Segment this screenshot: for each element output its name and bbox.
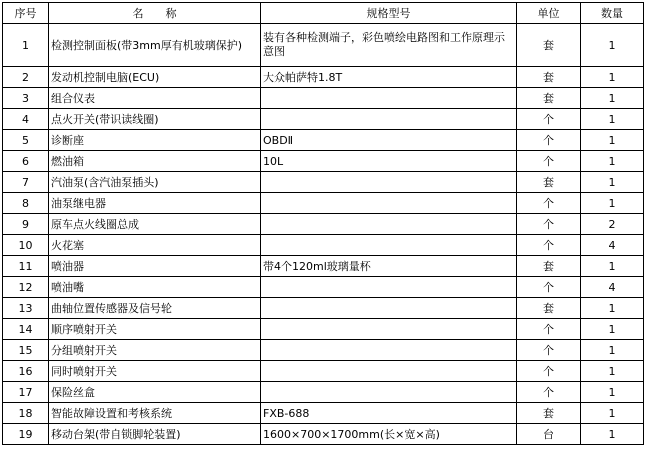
cell-unit: 个 xyxy=(517,109,581,130)
cell-name: 分组喷射开关 xyxy=(49,340,261,361)
cell-no: 4 xyxy=(3,109,49,130)
cell-unit: 个 xyxy=(517,361,581,382)
table-row xyxy=(3,109,644,130)
table-header-row xyxy=(3,3,644,24)
cell-unit: 个 xyxy=(517,235,581,256)
cell-qty: 1 xyxy=(581,172,644,193)
cell-name: 智能故障设置和考核系统 xyxy=(49,403,261,424)
cell-spec xyxy=(261,88,517,109)
header-name: 名 称 xyxy=(49,3,261,24)
cell-no: 16 xyxy=(3,361,49,382)
cell-spec xyxy=(261,193,517,214)
cell-qty: 1 xyxy=(581,424,644,445)
cell-no: 15 xyxy=(3,340,49,361)
cell-spec: OBDⅡ xyxy=(261,130,517,151)
cell-name: 燃油箱 xyxy=(49,151,261,172)
cell-name: 汽油泵(含汽油泵插头) xyxy=(49,172,261,193)
table-row xyxy=(3,403,644,424)
cell-qty: 1 xyxy=(581,24,644,67)
cell-qty: 1 xyxy=(581,67,644,88)
cell-spec xyxy=(261,235,517,256)
cell-qty: 1 xyxy=(581,298,644,319)
equipment-spec-table xyxy=(2,2,644,445)
cell-name: 点火开关(带识读线圈) xyxy=(49,109,261,130)
cell-no: 7 xyxy=(3,172,49,193)
cell-unit: 套 xyxy=(517,67,581,88)
cell-no: 2 xyxy=(3,67,49,88)
cell-no: 12 xyxy=(3,277,49,298)
cell-name: 喷油嘴 xyxy=(49,277,261,298)
cell-name: 保险丝盒 xyxy=(49,382,261,403)
cell-qty: 1 xyxy=(581,88,644,109)
cell-unit: 套 xyxy=(517,24,581,67)
table-row xyxy=(3,277,644,298)
cell-name: 检测控制面板(带3mm厚有机玻璃保护) xyxy=(49,24,261,67)
cell-qty: 2 xyxy=(581,214,644,235)
cell-spec: 带4个120ml玻璃量杯 xyxy=(261,256,517,277)
cell-spec xyxy=(261,319,517,340)
cell-unit: 个 xyxy=(517,130,581,151)
table-row xyxy=(3,214,644,235)
cell-no: 11 xyxy=(3,256,49,277)
cell-unit: 套 xyxy=(517,256,581,277)
cell-name: 喷油器 xyxy=(49,256,261,277)
cell-spec: 1600×700×1700mm(长×宽×高) xyxy=(261,424,517,445)
cell-spec xyxy=(261,382,517,403)
cell-name: 发动机控制电脑(ECU) xyxy=(49,67,261,88)
cell-qty: 1 xyxy=(581,256,644,277)
cell-name: 移动台架(带自锁脚轮装置) xyxy=(49,424,261,445)
table-row xyxy=(3,340,644,361)
cell-name: 组合仪表 xyxy=(49,88,261,109)
cell-no: 6 xyxy=(3,151,49,172)
cell-unit: 套 xyxy=(517,88,581,109)
cell-unit: 个 xyxy=(517,277,581,298)
cell-unit: 套 xyxy=(517,172,581,193)
cell-qty: 1 xyxy=(581,130,644,151)
cell-qty: 4 xyxy=(581,235,644,256)
table-row xyxy=(3,424,644,445)
cell-no: 5 xyxy=(3,130,49,151)
header-qty: 数量 xyxy=(581,3,644,24)
cell-spec xyxy=(261,277,517,298)
header-spec: 规格型号 xyxy=(261,3,517,24)
table-row xyxy=(3,172,644,193)
table-row xyxy=(3,193,644,214)
cell-name: 火花塞 xyxy=(49,235,261,256)
cell-no: 19 xyxy=(3,424,49,445)
cell-no: 13 xyxy=(3,298,49,319)
cell-no: 17 xyxy=(3,382,49,403)
cell-unit: 个 xyxy=(517,382,581,403)
cell-no: 14 xyxy=(3,319,49,340)
cell-no: 8 xyxy=(3,193,49,214)
cell-name: 顺序喷射开关 xyxy=(49,319,261,340)
cell-unit: 个 xyxy=(517,193,581,214)
cell-spec: 装有各种检测端子，彩色喷绘电路图和工作原理示意图 xyxy=(261,24,517,67)
cell-qty: 1 xyxy=(581,382,644,403)
cell-name: 原车点火线圈总成 xyxy=(49,214,261,235)
cell-spec xyxy=(261,109,517,130)
cell-spec xyxy=(261,172,517,193)
table-row xyxy=(3,256,644,277)
cell-qty: 1 xyxy=(581,193,644,214)
cell-no: 10 xyxy=(3,235,49,256)
table-row xyxy=(3,88,644,109)
cell-qty: 1 xyxy=(581,151,644,172)
cell-unit: 台 xyxy=(517,424,581,445)
cell-unit: 个 xyxy=(517,214,581,235)
cell-no: 3 xyxy=(3,88,49,109)
cell-qty: 1 xyxy=(581,319,644,340)
cell-spec xyxy=(261,361,517,382)
cell-spec xyxy=(261,298,517,319)
table-row xyxy=(3,361,644,382)
cell-name: 诊断座 xyxy=(49,130,261,151)
cell-qty: 1 xyxy=(581,109,644,130)
cell-spec xyxy=(261,214,517,235)
table-row xyxy=(3,382,644,403)
cell-qty: 1 xyxy=(581,403,644,424)
cell-unit: 套 xyxy=(517,403,581,424)
cell-spec xyxy=(261,340,517,361)
cell-no: 18 xyxy=(3,403,49,424)
cell-unit: 个 xyxy=(517,151,581,172)
cell-no: 9 xyxy=(3,214,49,235)
table-row xyxy=(3,24,644,67)
cell-name: 油泵继电器 xyxy=(49,193,261,214)
table-row xyxy=(3,319,644,340)
cell-unit: 个 xyxy=(517,340,581,361)
header-unit: 单位 xyxy=(517,3,581,24)
cell-qty: 1 xyxy=(581,340,644,361)
table-row xyxy=(3,151,644,172)
cell-spec: 大众帕萨特1.8T xyxy=(261,67,517,88)
cell-qty: 1 xyxy=(581,361,644,382)
cell-name: 同时喷射开关 xyxy=(49,361,261,382)
cell-name: 曲轴位置传感器及信号轮 xyxy=(49,298,261,319)
table-row xyxy=(3,298,644,319)
table-row xyxy=(3,235,644,256)
cell-no: 1 xyxy=(3,24,49,67)
cell-qty: 4 xyxy=(581,277,644,298)
cell-unit: 个 xyxy=(517,319,581,340)
table-row xyxy=(3,130,644,151)
header-no: 序号 xyxy=(3,3,49,24)
cell-spec: 10L xyxy=(261,151,517,172)
table-row xyxy=(3,67,644,88)
cell-unit: 套 xyxy=(517,298,581,319)
cell-spec: FXB-688 xyxy=(261,403,517,424)
